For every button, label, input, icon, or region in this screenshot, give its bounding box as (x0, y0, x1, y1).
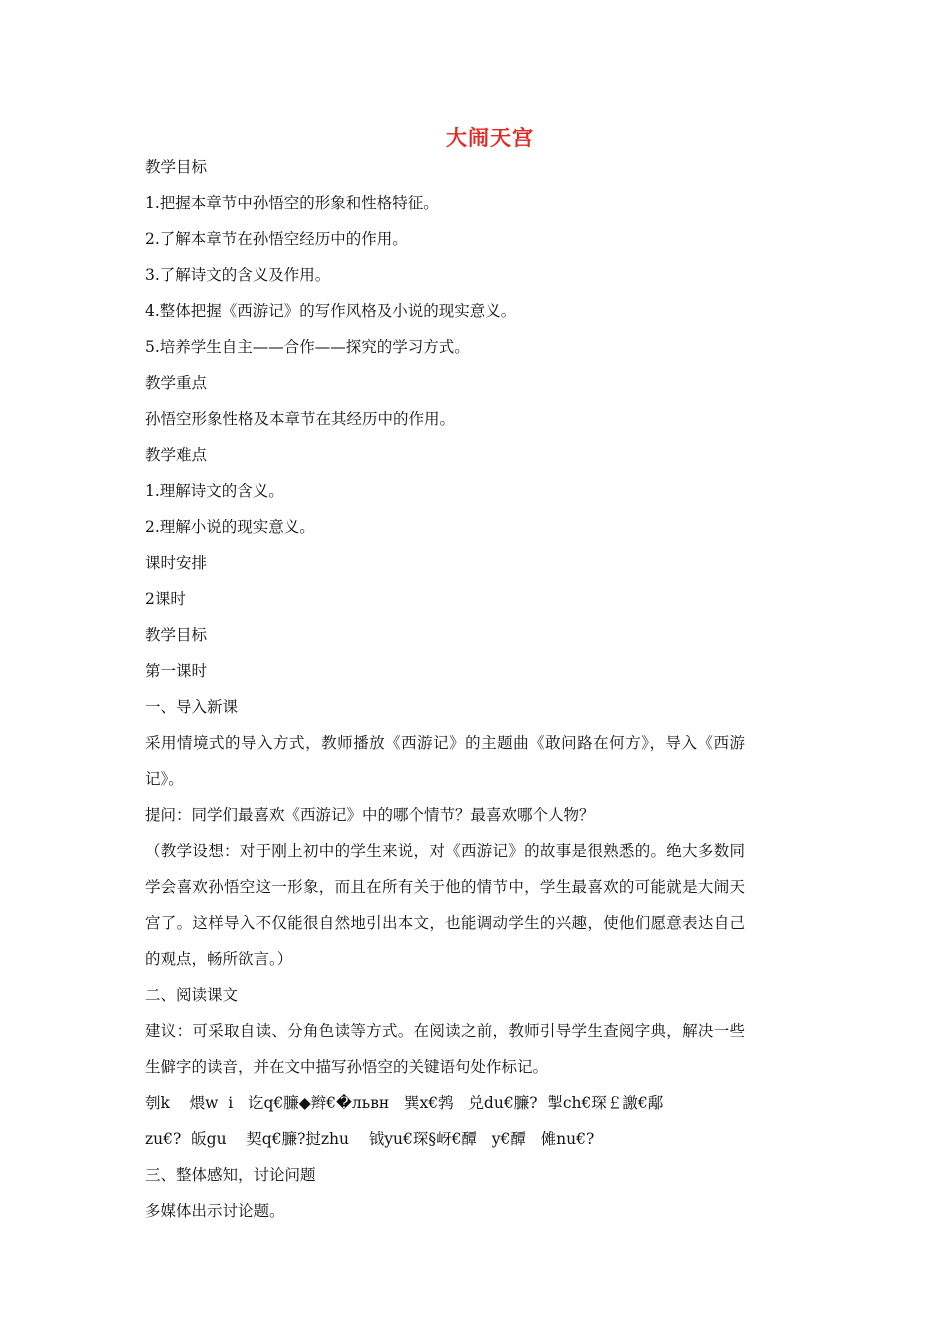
question-text: 提问：同学们最喜欢《西游记》中的哪个情节？最喜欢哪个人物？ (145, 806, 595, 824)
intro-paragraph: 采用情境式的导入方式，教师播放《西游记》的主题曲《敢问路在何方》，导入《西游记》。 (145, 734, 745, 788)
document-body (145, 149, 745, 1229)
discussion-text: 多媒体出示讨论题。 (145, 1202, 285, 1220)
key-point-text: 孙悟空形象性格及本章节在其经历中的作用。 (145, 410, 456, 428)
goal-item-3: 3.了解诗文的含义及作用。 (145, 266, 331, 284)
section-heading-goals: 教学目标 (145, 158, 208, 176)
difficulty-item-2: 2.理解小说的现实意义。 (145, 518, 315, 536)
reading-heading: 二、阅读课文 (145, 986, 239, 1004)
difficulty-item-1: 1.理解诗文的含义。 (145, 482, 284, 500)
suggestion-paragraph: 建议：可采取自读、分角色读等方式。在阅读之前，教师引导学生查阅字典，解决一些生僻字的读音，并在文中描写孙悟空的关键语句处作标记。 (145, 1022, 745, 1076)
goal-item-4: 4.整体把握《西游记》的写作风格及小说的现实意义。 (145, 302, 517, 320)
lesson-one-heading: 第一课时 (145, 662, 208, 680)
goal-item-5: 5.培养学生自主——合作——探究的学习方式。 (145, 338, 470, 356)
pronunciation-line-1: 刳k 煨w i 讫q€臁◆辫€�львн 巽x€鹁 兑du€臁? 掣ch€琛￡譤€鄅 (145, 1094, 664, 1112)
schedule-text: 2课时 (145, 590, 186, 608)
section-heading-key-points: 教学重点 (145, 374, 208, 392)
goal-item-2: 2.了解本章节在孙悟空经历中的作用。 (145, 230, 408, 248)
page-title: 大闹天宫 (446, 126, 534, 150)
section-heading-difficulties: 教学难点 (145, 446, 208, 464)
section-heading-goals-2: 教学目标 (145, 626, 208, 644)
design-paragraph: （教学设想：对于刚上初中的学生来说，对《西游记》的故事是很熟悉的。绝大多数同学会喜欢孙悟空这一形象，而且在所有关于他的情节中，学生最喜欢的可能就是大闹天宫了。这样导入不仅能很自然地引出本文，也能调动学生的兴趣，使他们愿意表达自己的观点，畅所欲言。） (145, 842, 745, 968)
section-heading-schedule: 课时安排 (145, 554, 208, 572)
intro-heading: 一、导入新课 (145, 698, 239, 716)
discussion-heading: 三、整体感知，讨论问题 (145, 1166, 316, 1184)
goal-item-1: 1.把握本章节中孙悟空的形象和性格特征。 (145, 194, 439, 212)
pronunciation-line-2: zu€? 皈gu 契q€臁?挝zhu 钺yu€琛§岈€醰 y€醰 傩nu€? (145, 1130, 595, 1148)
